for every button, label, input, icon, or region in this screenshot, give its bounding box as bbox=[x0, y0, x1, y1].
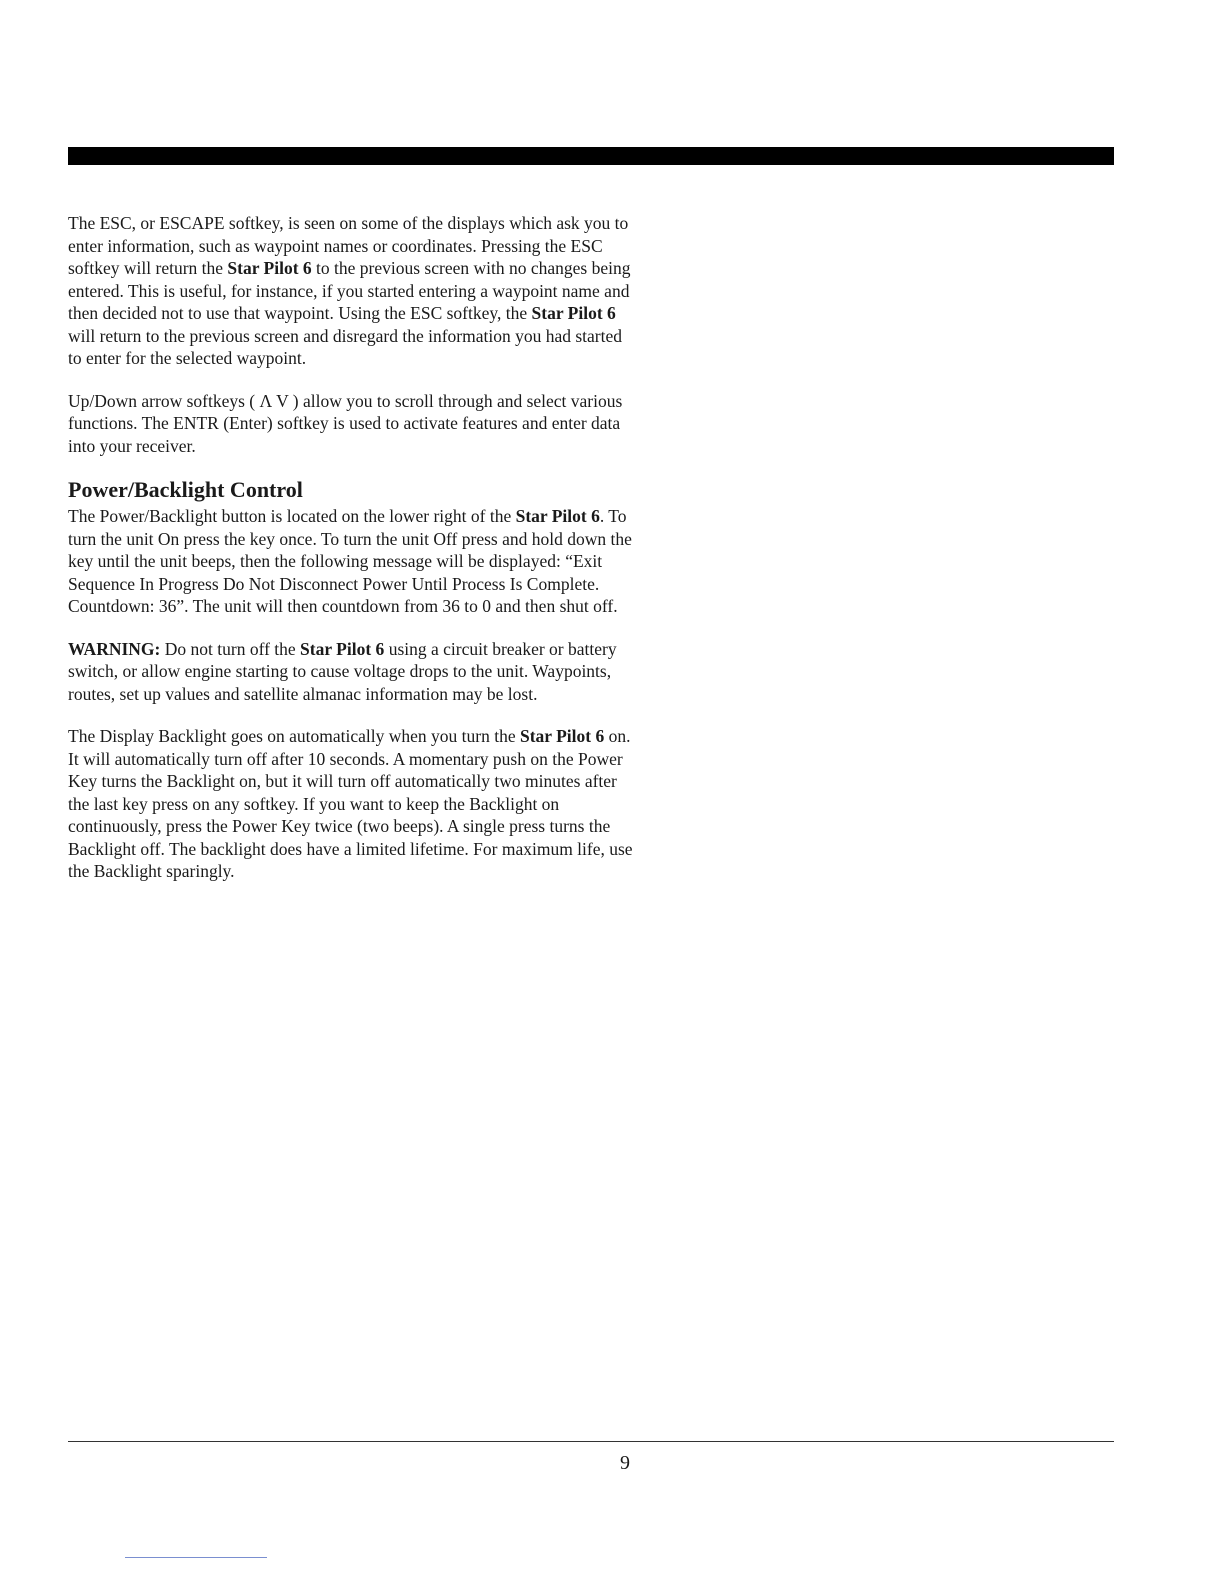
text-run: on. It will automatically turn off after 10 seconds. A momentary push on the Power Key turns the Backlight on, but it will turn off automatically two minutes after the last key press on any softkey. If you want to keep the Backlight on continuously, press the Power Key twice (two beeps). A single press turns the Backlight off. The backlight does have a limited lifetime. For maximum life, use the Backlight sparingly. bbox=[68, 726, 633, 881]
arrow-softkeys-paragraph bbox=[68, 390, 638, 458]
bold-text-run: Star Pilot 6 bbox=[227, 258, 312, 278]
text-run: Do not turn off the bbox=[160, 638, 301, 659]
power-button-paragraph bbox=[68, 505, 638, 618]
text-run: Up/Down arrow softkeys ( Λ V ) allow you to scroll through and select various functions. The ENTR (Enter) softkey is used to activate features and enter data into your receiver. bbox=[68, 390, 623, 456]
text-run: The Display Backlight goes on automatically when you turn the bbox=[68, 726, 520, 746]
section-heading: Power/Backlight Control bbox=[68, 477, 303, 502]
bottom-edge-line bbox=[125, 1557, 267, 1558]
text-run: The Power/Backlight button is located on the lower right of the bbox=[68, 506, 516, 526]
warning-paragraph bbox=[68, 638, 638, 706]
bold-text-run: Star Pilot 6 bbox=[515, 506, 600, 526]
text-run: using a circuit breaker or battery switch, or allow engine starting to cause voltage drops to the unit. Waypoints, routes, set up values and satellite almanac information may be lost. bbox=[68, 638, 617, 704]
text-run: will return to the previous screen and disregard the information you had started to enter for the selected waypoint. bbox=[68, 325, 623, 368]
bold-text-run: Star Pilot 6 bbox=[300, 638, 385, 659]
page-content bbox=[68, 212, 638, 903]
header-bar bbox=[68, 147, 1114, 165]
backlight-paragraph bbox=[68, 725, 638, 883]
bold-text-run: Star Pilot 6 bbox=[519, 726, 605, 746]
esc-softkey-paragraph bbox=[68, 212, 638, 370]
bold-text-run: WARNING: bbox=[68, 638, 161, 659]
text-run: . To turn the unit On press the key once. To turn the unit Off press and hold down the key until the unit beeps, then the following message will be displayed: “Exit Sequence In Progress Do Not Disconnect Power Until Process Is Complete. Countdown: 36”. The unit will then countdown from 36 to 0 and then shut off. bbox=[68, 506, 632, 616]
text-run: to the previous screen with no changes being entered. This is useful, for instance, if you started entering a waypoint name and then decided not to use that waypoint. Using the ESC softkey, the bbox=[68, 258, 631, 323]
footer-rule bbox=[68, 1441, 1114, 1442]
page-number: 9 bbox=[620, 1452, 630, 1474]
bold-text-run: Star Pilot 6 bbox=[531, 303, 616, 323]
text-run: The ESC, or ESCAPE softkey, is seen on some of the displays which ask you to enter information, such as waypoint names or coordinates. Pressing the ESC softkey will return the bbox=[68, 213, 629, 278]
